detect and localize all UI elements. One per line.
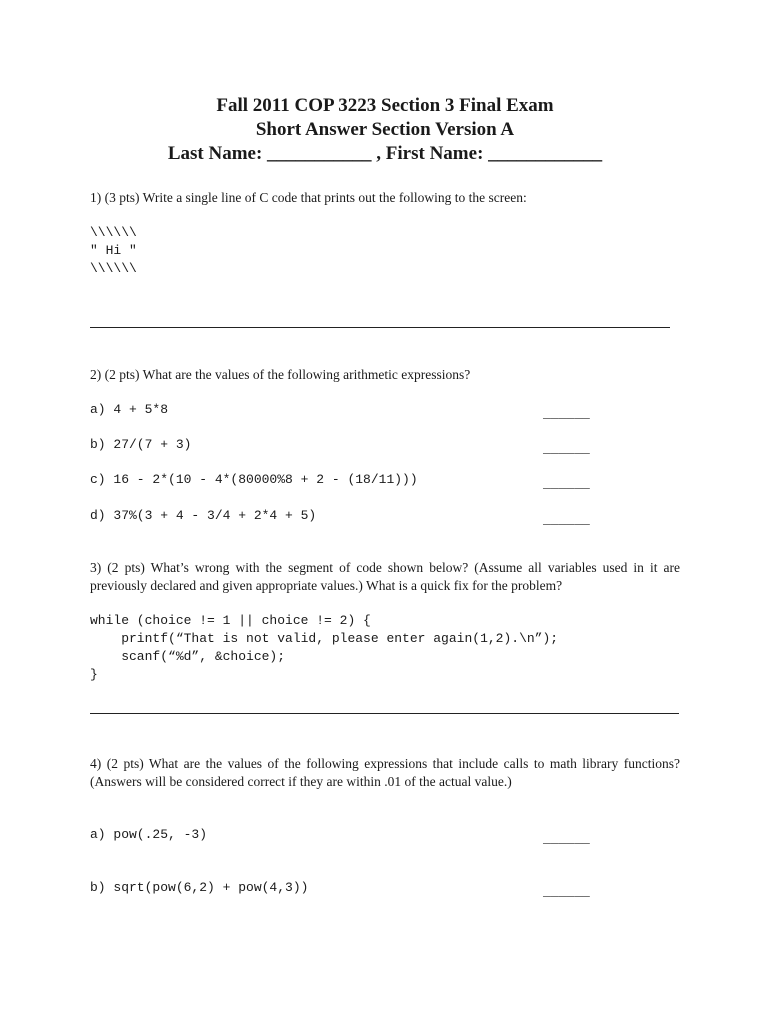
q2-expr-b: b) 27/(7 + 3)	[90, 437, 192, 452]
name-line: Last Name: ___________ , First Name: ____________	[167, 143, 603, 164]
q4-blank-a: ______	[543, 831, 590, 846]
q4-expr-b: b) sqrt(pow(6,2) + pow(4,3))	[90, 880, 309, 895]
q1-output-line-1: \\\\\\	[90, 225, 137, 240]
exam-subtitle: Short Answer Section Version A	[255, 119, 515, 140]
q2-blank-b: ______	[543, 441, 590, 456]
q2-blank-d: ______	[543, 512, 590, 527]
q4-blank-b: ______	[543, 884, 590, 899]
q3-code-line-2: printf(“That is not valid, please enter again(1,2).\n”);	[90, 631, 559, 646]
q1-output-line-2: " Hi "	[90, 243, 137, 258]
q2-blank-c: ______	[543, 476, 590, 491]
q3-code-line-1: while (choice != 1 || choice != 2) {	[90, 613, 371, 628]
q1-output-line-3: \\\\\\	[90, 261, 137, 276]
q3-prompt: 3) (2 pts) What’s wrong with the segment of code shown below? (Assume all variables used in it are previously declared and given appropriate values.) What is a quick fix for the problem?	[90, 560, 680, 593]
q3-code-line-3: scanf(“%d”, &choice);	[90, 649, 286, 664]
q2-blank-a: ______	[543, 406, 590, 421]
exam-title: Fall 2011 COP 3223 Section 3 Final Exam	[216, 95, 554, 116]
q4-expr-a: a) pow(.25, -3)	[90, 827, 208, 842]
q2-expr-d: d) 37%(3 + 4 - 3/4 + 2*4 + 5)	[90, 508, 317, 523]
q1-answer-line	[90, 327, 670, 328]
q1-prompt: 1) (3 pts) Write a single line of C code that prints out the following to the screen:	[90, 190, 527, 205]
q2-prompt: 2) (2 pts) What are the values of the following arithmetic expressions?	[90, 367, 471, 382]
q2-expr-c: c) 16 - 2*(10 - 4*(80000%8 + 2 - (18/11)))	[90, 472, 418, 487]
q3-code-line-4: }	[90, 667, 98, 682]
q2-expr-a: a) 4 + 5*8	[90, 402, 169, 417]
q4-prompt: 4) (2 pts) What are the values of the following expressions that include calls to math library functions? (Answers will be considered correct if they are within .01 of the actual value.)	[90, 756, 680, 789]
q3-answer-line	[90, 713, 679, 714]
